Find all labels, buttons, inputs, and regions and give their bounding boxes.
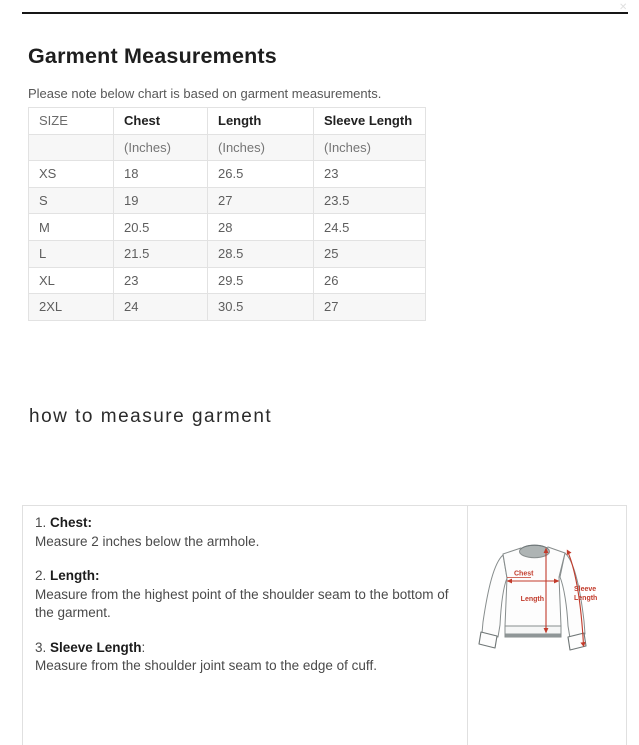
diagram-sleeve-label-line2: Length: [573, 595, 597, 602]
chest-cell: 21.5: [114, 240, 208, 267]
table-row: [29, 240, 426, 267]
size-chart-table: [28, 107, 426, 321]
instruction-text: Measure from the shoulder joint seam to the edge of cuff.: [35, 658, 377, 673]
chest-cell: 19: [114, 187, 208, 214]
instruction-heading: 2. Length:: [35, 568, 100, 583]
units-cell: [29, 134, 114, 161]
table-row: [29, 294, 426, 321]
table-row: [29, 214, 426, 241]
table-row: [29, 267, 426, 294]
torso-shape: [503, 547, 565, 626]
hem-shadow-shape: [505, 634, 560, 638]
how-to-measure-panel: [22, 505, 627, 745]
diagram-cell: [468, 506, 626, 745]
size-cell: 2XL: [29, 294, 114, 321]
length-cell: 28.5: [208, 240, 314, 267]
sweater-measurement-diagram: [470, 526, 625, 658]
table-row: [29, 161, 426, 188]
sleeve-cell: 27: [314, 294, 426, 321]
length-cell: 29.5: [208, 267, 314, 294]
column-header-size: SIZE: [29, 108, 114, 135]
instruction-heading: 1. Chest:: [35, 515, 93, 530]
chest-cell: 18: [114, 161, 208, 188]
chest-cell: 23: [114, 267, 208, 294]
column-header-sleeve-length: Sleeve Length: [314, 108, 426, 135]
section-title-how-to-measure: how to measure garment: [29, 406, 273, 427]
instruction-text: Measure 2 inches below the armhole.: [35, 533, 260, 549]
length-cell: 30.5: [208, 294, 314, 321]
measurement-note: Please note below chart is based on garment measurements.: [28, 86, 382, 101]
table-units-row: [29, 134, 426, 161]
corner-artifact-icon: ✕: [619, 2, 628, 13]
instruction-text: Measure from the highest point of the shoulder seam to the bottom of the garment.: [35, 586, 449, 620]
sleeve-cell: 25: [314, 240, 426, 267]
column-header-length: Length: [208, 108, 314, 135]
instruction-heading: 3. Sleeve Length:: [35, 639, 146, 655]
diagram-sleeve-label-line1: Sleeve: [573, 586, 596, 593]
size-cell: S: [29, 187, 114, 214]
length-cell: 27: [208, 187, 314, 214]
units-cell: (Inches): [208, 134, 314, 161]
left-sleeve-shape: [482, 555, 507, 637]
size-cell: XS: [29, 161, 114, 188]
diagram-chest-label: Chest: [513, 570, 533, 578]
sleeve-cell: 26: [314, 267, 426, 294]
diagram-length-label: Length: [520, 596, 544, 603]
sleeve-cell: 23: [314, 161, 426, 188]
table-row: [29, 187, 426, 214]
page-title: Garment Measurements: [28, 44, 277, 68]
top-divider: [22, 12, 628, 14]
sleeve-cell: 23.5: [314, 187, 426, 214]
size-cell: L: [29, 240, 114, 267]
chest-cell: 20.5: [114, 214, 208, 241]
size-cell: XL: [29, 267, 114, 294]
sleeve-cell: 24.5: [314, 214, 426, 241]
size-cell: M: [29, 214, 114, 241]
chest-cell: 24: [114, 294, 208, 321]
length-cell: 26.5: [208, 161, 314, 188]
table-header-row: [29, 108, 426, 135]
length-cell: 28: [208, 214, 314, 241]
column-header-chest: Chest: [114, 108, 208, 135]
units-cell: (Inches): [314, 134, 426, 161]
instructions-cell: [23, 506, 468, 745]
units-cell: (Inches): [114, 134, 208, 161]
